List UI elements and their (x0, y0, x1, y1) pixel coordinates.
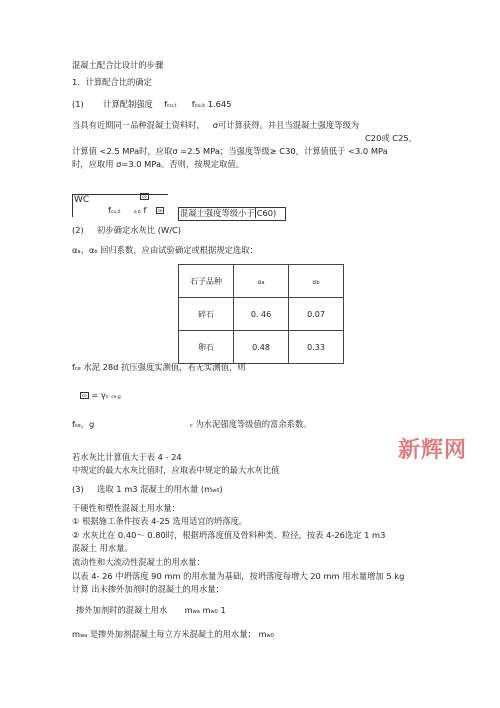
table-cell: 0. 46 (234, 298, 289, 331)
table-row (179, 331, 344, 364)
table-cell: 0.48 (234, 331, 289, 364)
para1-line3: 计算值 <2.5 MPa时，应取σ =2.5 MPa；当强度等级≥ C30，计算值低于 <3.0 MPa (72, 146, 388, 156)
coefficient: 1.645 (207, 99, 232, 109)
item-1: ① 根据施工条件按表 4-25 选用适宜的坍落度。 (72, 516, 248, 526)
var-sub: c (105, 394, 109, 400)
text: 为水泥强度等级值的富余系数。 (192, 419, 312, 429)
alpha-symbol: α (257, 278, 262, 286)
text: 是掺外加剂混凝土每立方米混凝土的用水量； m (87, 629, 267, 639)
var-f: f (191, 99, 195, 109)
step1-heading: 1．计算配合比的确定 (72, 77, 152, 87)
text: ，g (80, 419, 95, 429)
step3-heading (72, 484, 223, 497)
ce-box: ce (157, 208, 163, 213)
var-sub: wa (80, 633, 88, 639)
grade-value: C60) (256, 208, 277, 218)
alpha-line (72, 245, 258, 258)
var-sub: ce (74, 423, 81, 429)
table-cell: 0.33 (289, 331, 344, 364)
step2-heading (72, 225, 181, 236)
table-cell: 碎石 (179, 298, 234, 331)
para1-line1 (72, 120, 359, 131)
text: 混凝土强度等级小于 (180, 208, 255, 218)
ce-box: ce (82, 393, 87, 398)
equation-text: = γ (91, 390, 106, 400)
text: 水泥 28d 抗压强度实测值，若无实测值，则 (80, 362, 246, 372)
text: 初步确定水灰比 (W/C) (97, 225, 182, 235)
fce-line (72, 362, 246, 375)
text: 掺外加剂时的混凝土用水 (76, 605, 168, 615)
step-number: (2) (72, 225, 84, 235)
item-2b: 混凝土 用水量。 (72, 543, 133, 553)
var-sub: ce,g (111, 395, 121, 400)
admix-line (76, 605, 226, 618)
var-sub: w0 (212, 488, 220, 494)
coefficient-table (178, 264, 344, 364)
var-m: m (72, 629, 81, 639)
table-header-row (179, 265, 344, 298)
flow-b: 计算 出未掺外加剂时的混凝土的用水量； (72, 584, 224, 594)
wc-over-line1: 若水灰比计算值大于表 4 - 24 (72, 452, 182, 462)
alpha-symbol: α (72, 245, 78, 255)
var-f: f (108, 205, 111, 215)
table-header-cell (289, 265, 344, 298)
table-cell: 卵石 (179, 331, 234, 364)
var-sub: b (316, 279, 320, 286)
var-f: f (143, 205, 147, 215)
text: ) (219, 484, 223, 494)
table-row (179, 298, 344, 331)
formula-label: 计算配制强度 (103, 99, 153, 109)
doc-title: 混凝土配合比设计的步骤 (72, 60, 164, 70)
fceg-desc (190, 419, 312, 432)
table-cell: 0.07 (289, 298, 344, 331)
var-sub: b (94, 249, 98, 255)
text: σ可计算获得。并且当混凝土强度等级为 (212, 120, 360, 130)
step-number: (1) (72, 99, 84, 109)
table-header-cell (234, 265, 289, 298)
var-f: f (72, 362, 75, 372)
var-sub: c (190, 423, 193, 429)
alpha-symbol: α (312, 278, 317, 286)
wc-formula-line (108, 205, 164, 218)
wc-box1 (140, 191, 149, 202)
var-sub: cu,t (167, 103, 177, 109)
var-sub: a (77, 249, 81, 255)
site-watermark: 新辉网 (398, 438, 468, 463)
c60-text (180, 208, 276, 219)
last-line (72, 629, 274, 642)
var-sub: wa (192, 609, 200, 615)
var-sub: cu,0 (110, 210, 121, 215)
text: 回归系数，应由试验确定或根据规定选取： (97, 245, 258, 255)
fceg-line (72, 419, 94, 432)
ab-label: a b (133, 210, 141, 215)
var-f: f (72, 419, 75, 429)
alpha-symbol: 、α (80, 245, 95, 255)
var-sub: w0 (210, 609, 218, 615)
text: 选取 1 m3 混凝土的用水量 (m (97, 484, 213, 494)
var-m: m (184, 605, 193, 615)
fce-equation (80, 390, 121, 403)
flow-line: 流动性和大流动性混凝土的用水量： (72, 557, 205, 567)
para1-line4: 时，应取用 σ=3.0 MPa。否则，按规定取值。 (72, 159, 245, 169)
para1-line2: C20或 C25， (365, 133, 417, 143)
table-header-cell: 石子品种 (179, 265, 234, 298)
flow-a: 以表 4- 26 中坍落度 90 mm 的用水量为基础，按坍落度每增大 20 mm 用水量增加 5 kg (72, 571, 405, 581)
text: 1 (217, 605, 226, 615)
text: 当具有近期同一品种混凝土资料时， (72, 120, 205, 130)
dry-line: 干硬性和塑性混凝土用水量： (72, 503, 180, 513)
step1-formula (72, 99, 232, 112)
var-m: m (199, 605, 211, 615)
var-f: f (164, 99, 168, 109)
step-number: (3) (72, 484, 84, 494)
var-sub: a (261, 279, 265, 286)
var-sub: ce (74, 366, 81, 372)
var-sub: w0 (266, 633, 274, 639)
wc-over-line2: 中规定的最大水灰比值时，应取表中规定的最大水灰比值 (72, 465, 280, 475)
item-2: ② 水灰比在 0.40～ 0.80时，根据坍落度值及骨料种类、粒径，按表 4-26选定 1 m3 (72, 530, 386, 540)
var-sub: cu,k (194, 103, 206, 109)
wc-label: WC (74, 195, 90, 205)
ce-box: ce (142, 194, 147, 199)
